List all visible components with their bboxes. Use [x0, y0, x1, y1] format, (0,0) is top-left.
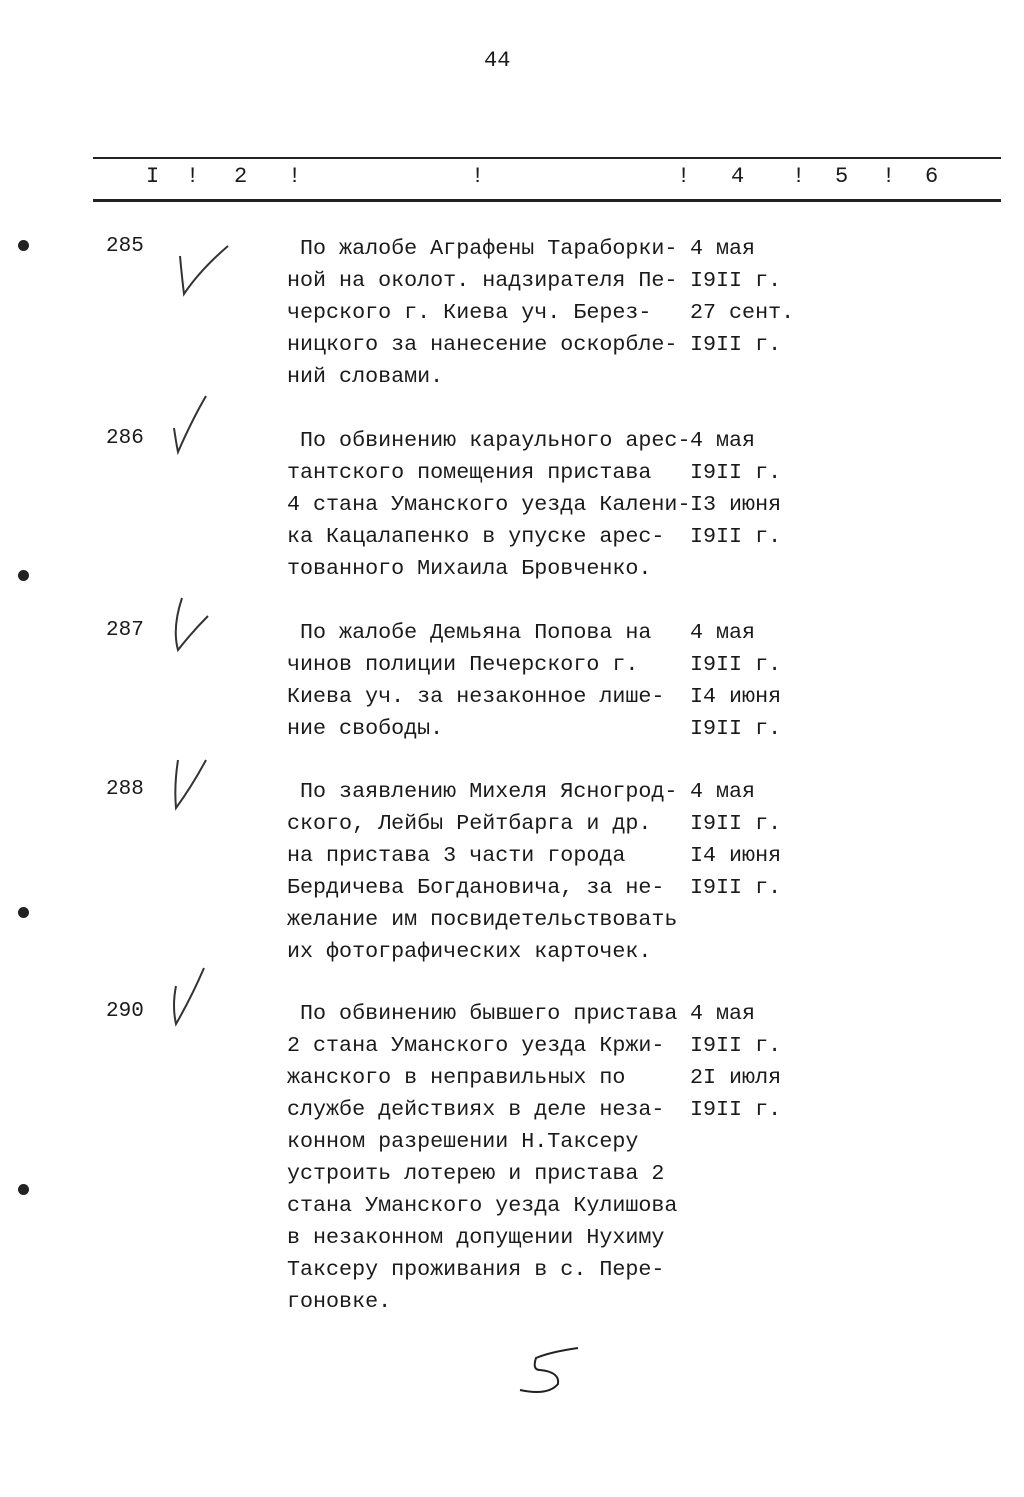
date-line: I9II г.	[690, 1033, 782, 1058]
punch-hole	[18, 1184, 29, 1195]
entry-number: 290	[106, 1000, 144, 1023]
description-line: По жалобе Аграфены Тараборки-	[287, 236, 678, 261]
description-line: гоновке.	[287, 1289, 392, 1314]
description-line: ной на околот. надзирателя Пе-	[287, 268, 678, 293]
date-line: I9II г.	[690, 716, 782, 741]
date-line: I4 июня	[690, 843, 782, 868]
description-line: чинов полиции Печерского г.	[287, 652, 639, 677]
description-line: 2 стана Уманского уезда Кржи-	[287, 1033, 665, 1058]
checkmark-icon	[175, 760, 206, 808]
description-line: желание им посвидетельствовать	[287, 907, 678, 932]
col-header-6: 6	[925, 164, 939, 189]
col-sep: !	[677, 164, 691, 189]
description-line: ка Кацалапенко в упуске арес-	[287, 524, 665, 549]
entry-number: 285	[106, 235, 144, 258]
checkmark-icon	[174, 968, 204, 1024]
description-line: 4 стана Уманского уезда Калени-	[287, 492, 691, 517]
checkmark-icon	[174, 396, 206, 452]
description-line: ского, Лейбы Рейтбарга и др.	[287, 811, 652, 836]
entry-number: 286	[106, 427, 144, 450]
col-header-2: 2	[234, 164, 248, 189]
description-line: тованного Михаила Бровченко.	[287, 556, 652, 581]
date-line: I9II г.	[690, 460, 782, 485]
checkmark-icon	[176, 598, 208, 650]
date-line: 4 мая	[690, 620, 756, 645]
date-line: I9II г.	[690, 268, 782, 293]
date-line: 4 мая	[690, 236, 756, 261]
page-number: 44	[484, 48, 511, 73]
date-line: I9II г.	[690, 1097, 782, 1122]
description-line: Таксеру проживания в с. Пере-	[287, 1257, 665, 1282]
date-line: 4 мая	[690, 779, 756, 804]
description-line: По обвинению караульного арес-	[287, 428, 691, 453]
col-sep: !	[882, 164, 896, 189]
description-line: Бердичева Богдановича, за не-	[287, 875, 665, 900]
date-line: I9II г.	[690, 811, 782, 836]
date-line: I4 июня	[690, 684, 782, 709]
description-line: Киева уч. за незаконное лише-	[287, 684, 665, 709]
entry-number: 288	[106, 778, 144, 801]
col-header-4: 4	[731, 164, 745, 189]
description-line: По заявлению Михеля Ясногрод-	[287, 779, 678, 804]
description-line: По жалобе Демьяна Попова на	[287, 620, 652, 645]
description-line: стана Уманского уезда Кулишова	[287, 1193, 678, 1218]
punch-hole	[18, 570, 29, 581]
col-header-5: 5	[835, 164, 849, 189]
date-line: 4 мая	[690, 1001, 756, 1026]
col-sep: !	[186, 164, 200, 189]
entry-number: 287	[106, 619, 144, 642]
col-sep: !	[792, 164, 806, 189]
description-line: По обвинению бывшего пристава	[287, 1001, 678, 1026]
handwritten-five	[520, 1348, 578, 1392]
date-line: I9II г.	[690, 524, 782, 549]
punch-hole	[18, 907, 29, 918]
description-line: ницкого за нанесение оскорбле-	[287, 332, 678, 357]
description-line: ний словами.	[287, 364, 444, 389]
col-header-3: !	[471, 164, 485, 189]
date-line: I9II г.	[690, 875, 782, 900]
description-line: устроить лотерею и пристава 2	[287, 1161, 665, 1186]
checkmark-icon	[180, 246, 228, 294]
date-line: 27 сент.	[690, 300, 795, 325]
description-line: ние свободы.	[287, 716, 444, 741]
col-sep: !	[288, 164, 302, 189]
description-line: на пристава 3 части города	[287, 843, 626, 868]
description-line: их фотографических карточек.	[287, 939, 652, 964]
date-line: 2I июля	[690, 1065, 782, 1090]
col-header-1: I	[146, 164, 160, 189]
description-line: черского г. Киева уч. Берез-	[287, 300, 652, 325]
description-line: службе действиях в деле неза-	[287, 1097, 665, 1122]
description-line: тантского помещения пристава	[287, 460, 652, 485]
description-line: жанского в неправильных по	[287, 1065, 626, 1090]
date-line: I9II г.	[690, 332, 782, 357]
date-line: I9II г.	[690, 652, 782, 677]
punch-hole	[18, 240, 29, 251]
description-line: конном разрешении Н.Таксеру	[287, 1129, 639, 1154]
date-line: 4 мая	[690, 428, 756, 453]
description-line: в незаконном допущении Нухиму	[287, 1225, 665, 1250]
date-line: I3 июня	[690, 492, 782, 517]
